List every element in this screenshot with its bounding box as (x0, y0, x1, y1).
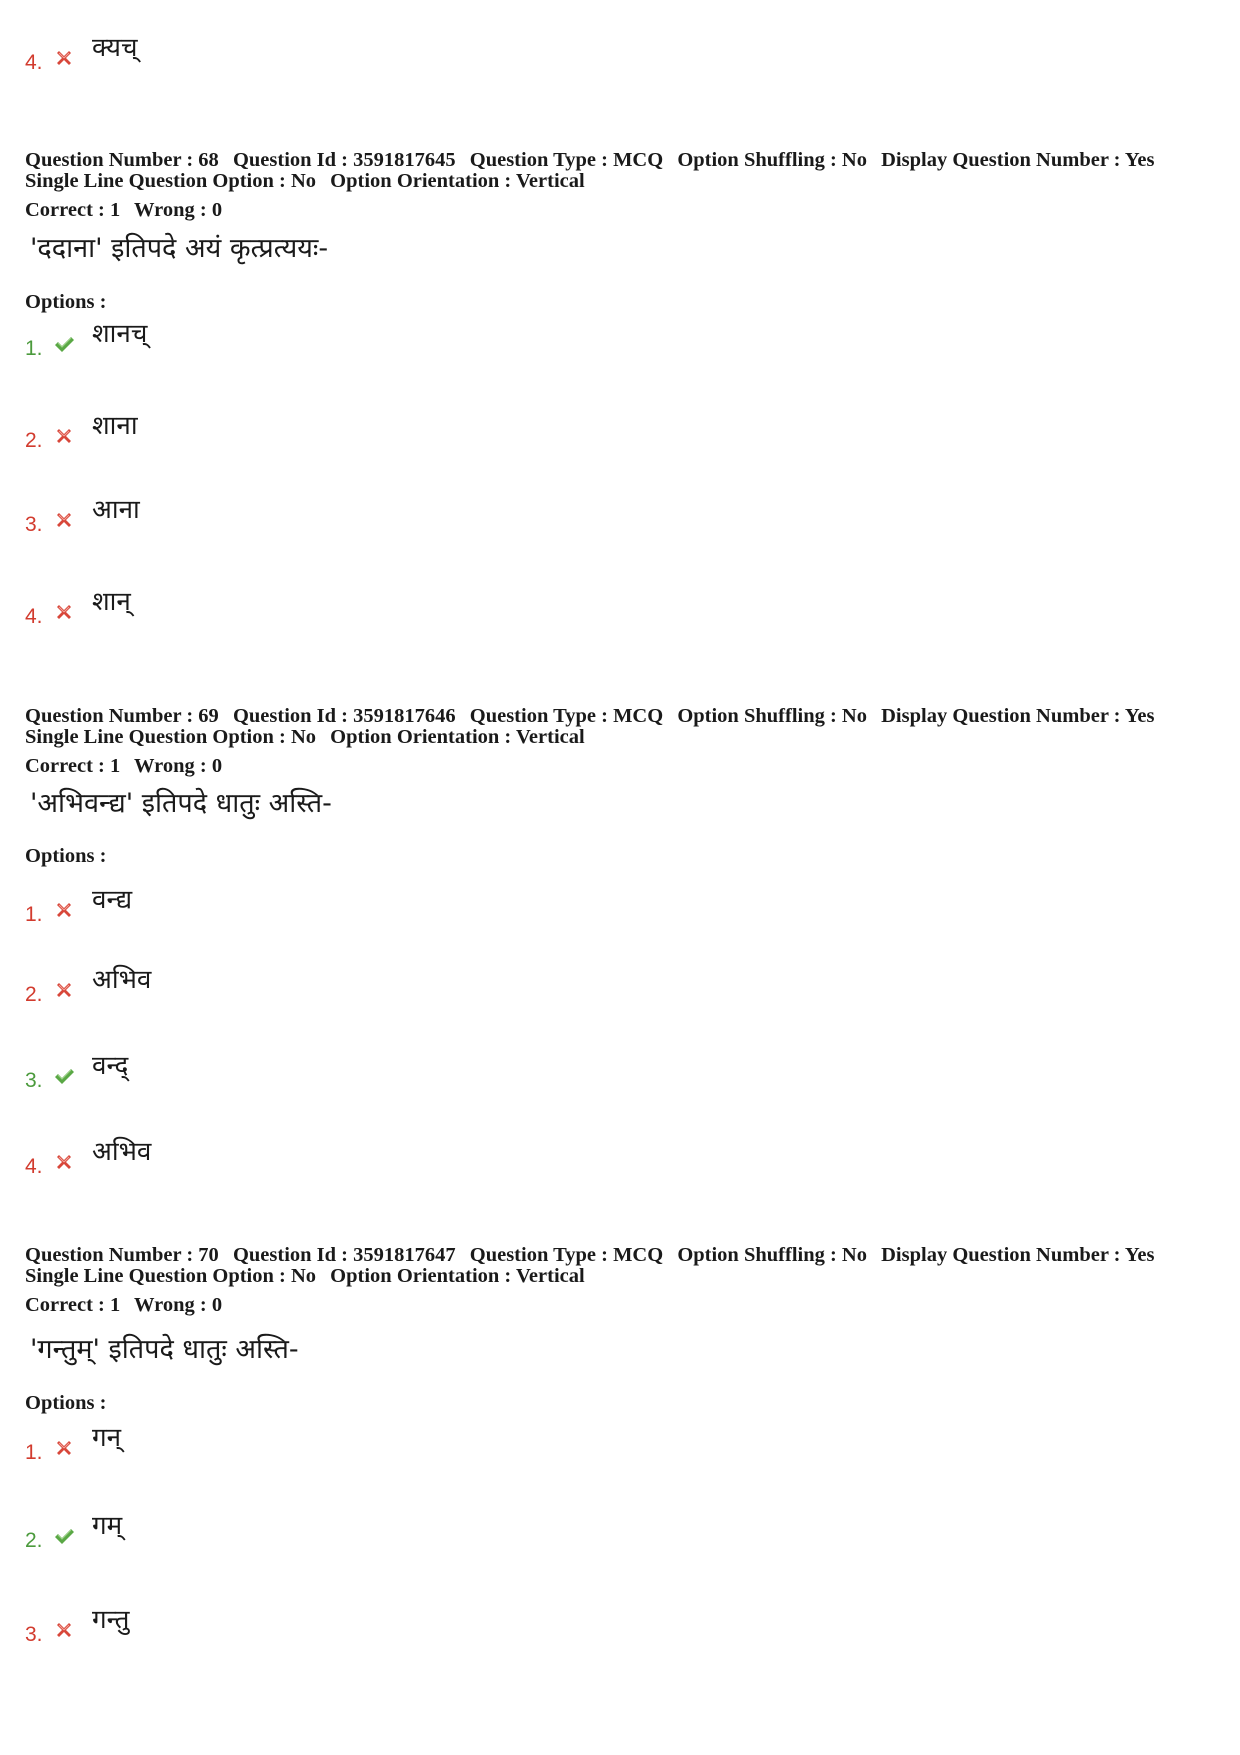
option-number: 3. (25, 513, 43, 536)
option-orientation: Option Orientation : Vertical (330, 170, 585, 192)
question-type: Question Type : MCQ (469, 705, 664, 727)
question-id: Question Id : 3591817645 (232, 149, 456, 171)
question-meta (25, 706, 1154, 727)
question-number: Question Number : 69 (25, 705, 219, 727)
option-text: क्यच् (92, 33, 138, 63)
question-text: 'अभिवन्द्य' इतिपदे धातुः अस्ति- (30, 788, 332, 819)
option-number: 3. (25, 1623, 43, 1646)
option-number: 1. (25, 337, 43, 360)
correct-marks: Correct : 1 (25, 755, 121, 777)
option-number: 2. (25, 1529, 43, 1552)
cross-icon (52, 424, 76, 448)
option-text: वन्द्य (92, 885, 133, 915)
question-number: Question Number : 68 (25, 149, 219, 171)
option-number: 4. (25, 51, 43, 74)
cross-icon (52, 600, 76, 624)
list-item (0, 1050, 600, 1100)
question-meta-2 (25, 1266, 585, 1287)
option-shuffling: Option Shuffling : No (677, 1244, 867, 1266)
question-meta (25, 150, 1154, 171)
option-text: अभिव (92, 965, 152, 995)
option-text: गम् (92, 1511, 123, 1541)
question-number: Question Number : 70 (25, 1244, 219, 1266)
single-line-option: Single Line Question Option : No (25, 726, 317, 748)
single-line-option: Single Line Question Option : No (25, 170, 317, 192)
list-item (0, 494, 600, 544)
option-text: शानच् (92, 319, 148, 349)
option-text: वन्द् (92, 1051, 129, 1081)
option-text: गन्तु (92, 1605, 130, 1635)
single-line-option: Single Line Question Option : No (25, 1265, 317, 1287)
question-type: Question Type : MCQ (469, 149, 664, 171)
list-item (0, 318, 600, 368)
question-meta-2 (25, 171, 585, 192)
list-item (0, 884, 600, 934)
list-item (0, 410, 600, 460)
option-number: 4. (25, 605, 43, 628)
option-text: गन् (92, 1423, 122, 1453)
list-item (0, 1604, 600, 1654)
option-orientation: Option Orientation : Vertical (330, 726, 585, 748)
question-meta (25, 1245, 1154, 1266)
cross-icon (52, 508, 76, 532)
check-icon (52, 1524, 76, 1548)
check-icon (52, 332, 76, 356)
marks-line (25, 1295, 222, 1316)
cross-icon (52, 978, 76, 1002)
option-number: 1. (25, 1441, 43, 1464)
option-shuffling: Option Shuffling : No (677, 705, 867, 727)
question-text: 'ददाना' इतिपदे अयं कृत्प्रत्ययः- (30, 233, 329, 264)
option-text: शान् (92, 587, 131, 617)
option-number: 1. (25, 903, 43, 926)
option-text: शाना (92, 411, 138, 441)
display-question-number: Display Question Number : Yes (881, 149, 1155, 171)
question-type: Question Type : MCQ (469, 1244, 664, 1266)
question-meta-2 (25, 727, 585, 748)
marks-line (25, 756, 222, 777)
cross-icon (52, 898, 76, 922)
cross-icon (52, 46, 76, 70)
cross-icon (52, 1436, 76, 1460)
option-number: 3. (25, 1069, 43, 1092)
list-item (0, 1422, 600, 1472)
wrong-marks: Wrong : 0 (134, 755, 223, 777)
correct-marks: Correct : 1 (25, 1294, 121, 1316)
option-number: 2. (25, 983, 43, 1006)
question-id: Question Id : 3591817647 (232, 1244, 456, 1266)
list-item (0, 32, 600, 82)
wrong-marks: Wrong : 0 (134, 1294, 223, 1316)
question-id: Question Id : 3591817646 (232, 705, 456, 727)
option-text: अभिव (92, 1137, 152, 1167)
display-question-number: Display Question Number : Yes (881, 1244, 1155, 1266)
option-orientation: Option Orientation : Vertical (330, 1265, 585, 1287)
list-item (0, 586, 600, 636)
options-label: Options : (25, 291, 107, 313)
check-icon (52, 1064, 76, 1088)
options-label: Options : (25, 845, 107, 867)
question-text: 'गन्तुम्' इतिपदे धातुः अस्ति- (30, 1334, 299, 1365)
cross-icon (52, 1618, 76, 1642)
marks-line (25, 200, 222, 221)
list-item (0, 1510, 600, 1560)
option-number: 2. (25, 429, 43, 452)
options-label: Options : (25, 1392, 107, 1414)
correct-marks: Correct : 1 (25, 199, 121, 221)
list-item (0, 964, 600, 1014)
cross-icon (52, 1150, 76, 1174)
display-question-number: Display Question Number : Yes (881, 705, 1155, 727)
wrong-marks: Wrong : 0 (134, 199, 223, 221)
option-number: 4. (25, 1155, 43, 1178)
option-text: आना (92, 495, 140, 525)
list-item (0, 1136, 600, 1186)
option-shuffling: Option Shuffling : No (677, 149, 867, 171)
